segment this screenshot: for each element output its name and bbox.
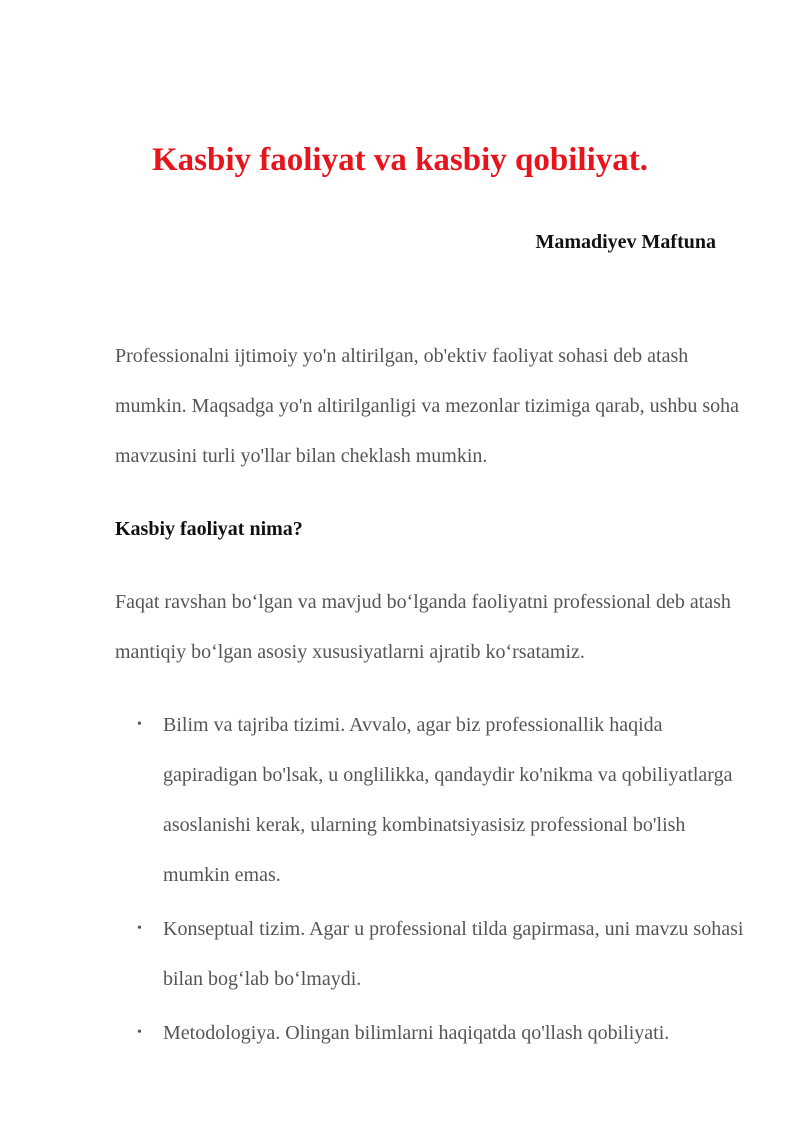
bullet-icon: • — [137, 717, 142, 732]
list-item — [115, 1008, 755, 1058]
list-item — [115, 904, 755, 1004]
list-item-text: Bilim va tajriba tizimi. Avvalo, agar biz professionallik haqida gapiradigan bo'lsak, u onglilikka, qandaydir ko'nikma va qobiliyatlarga asoslanishi kerak, ularning kombinatsiyasisiz professional bo'lish mumkin emas. — [163, 714, 733, 886]
list-item-text: Metodologiya. Olingan bilimlarni haqiqatda qo'llash qobiliyati. — [163, 1022, 670, 1044]
bullet-icon: • — [137, 1025, 142, 1040]
section-paragraph: Faqat ravshan bo‘lgan va mavjud bo‘lganda faoliyatni professional deb atash mantiqiy bo‘lgan asosiy xususiyatlarni ajratib ko‘rsatamiz. — [115, 591, 731, 663]
feature-list — [115, 700, 755, 1062]
list-item-text: Konseptual tizim. Agar u professional tilda gapirmasa, uni mavzu sohasi bilan bog‘lab bo‘lmaydi. — [163, 918, 744, 990]
intro-paragraph: Professionalni ijtimoiy yo'n altirilgan, ob'ektiv faoliyat sohasi deb atash mumkin. Maqsadga yo'n altirilganligi va mezonlar tizimiga qarab, ushbu soha mavzusini turli yo'llar bilan cheklash mumkin. — [115, 345, 740, 467]
bullet-icon: • — [137, 921, 142, 936]
list-item — [115, 700, 755, 900]
author-name: Mamadiyev Maftuna — [535, 231, 716, 253]
section-heading: Kasbiy faoliyat nima? — [115, 518, 303, 540]
document-title: Kasbiy faoliyat va kasbiy qobiliyat. — [151, 142, 648, 178]
